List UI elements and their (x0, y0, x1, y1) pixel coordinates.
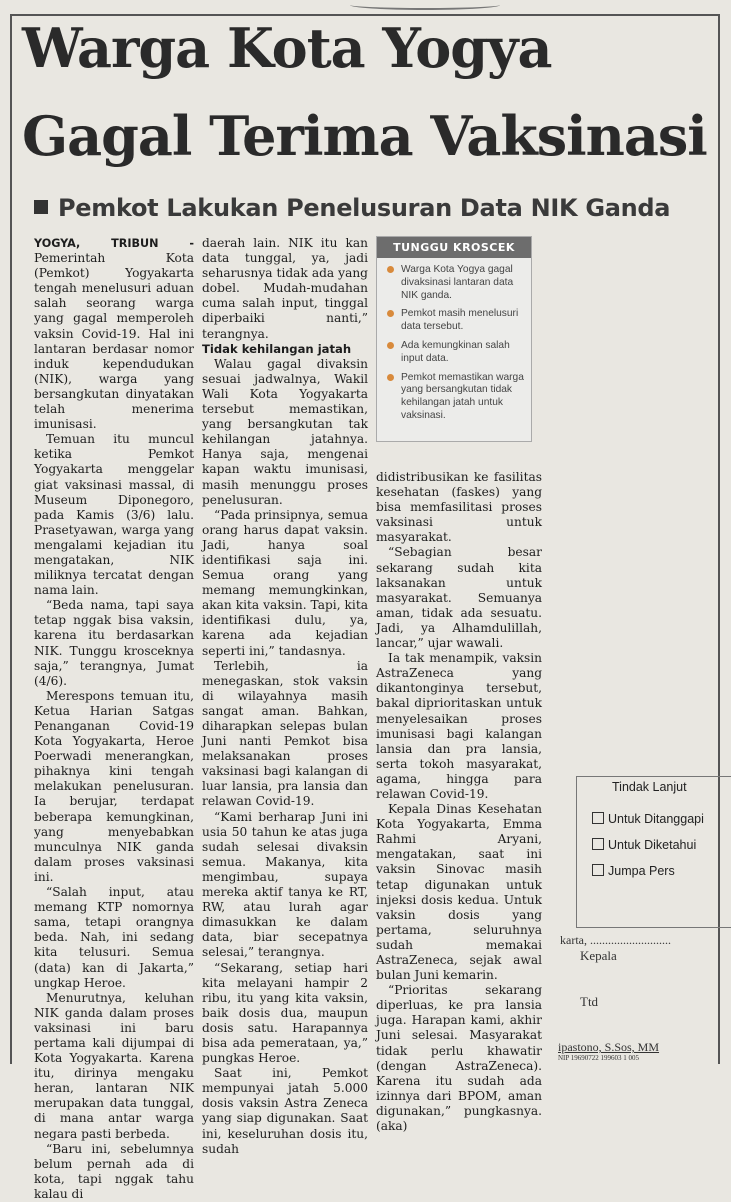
stamp-name: ipastono, S.Sos, MM (558, 1040, 660, 1054)
sidebar-item-text: Pemkot memastikan warga yang bersangkutan tidak kehilangan jatah untuk vaksinasi. (401, 371, 524, 421)
follow-up-title: Tindak Lanjut (612, 780, 687, 794)
sidebar-item (385, 340, 527, 366)
handwriting-mark (350, 0, 500, 10)
checkbox-icon[interactable] (592, 864, 604, 876)
bullet-dot-icon (387, 310, 394, 317)
paragraph: Walau gagal divaksin sesuai jadwalnya, Wakil Wali Kota Yogyakarta tersebut memastikan, yang bersangkutan tak kehilangan jatahnya. Hanya saja, mengenai kapan waktu imunisasi, masih menunggu proses penelusuran. (202, 356, 368, 507)
headline-line-1: Warga Kota Yogya (22, 16, 552, 80)
checkbox-icon[interactable] (592, 812, 604, 824)
checkbox-icon[interactable] (592, 838, 604, 850)
paragraph: Saat ini, Pemkot mempunyai jatah 5.000 dosis vaksin Astra Zeneca yang siap digunakan. Saat ini, keseluruhan dosis itu, sudah (202, 1066, 368, 1156)
paragraph: “Pada prinsipnya, semua orang harus dapat vaksin. Jadi, hanya soal identifikasi saja ini. Semua orang yang memang memungkinkan, akan kita vaksin. Tapi, kita identifikasi dulu, ya, karena ada kejadian seperti ini,” tandasnya. (202, 507, 368, 658)
sidebar-box (376, 236, 532, 442)
dateline: YOGYA, TRIBUN - (34, 237, 194, 250)
bullet-dot-icon (387, 342, 394, 349)
paragraph: “Beda nama, tapi saya tetap nggak bisa vaksin, karena itu berdasarkan NIK. Tunggu krosceknya saja,” terangnya, Jumat (4/6). (34, 598, 194, 688)
option-jumpa-pers[interactable] (592, 864, 675, 878)
sidebar-item-text: Pemkot masih menelusuri data tersebut. (401, 308, 519, 333)
paragraph: Kepala Dinas Kesehatan Kota Yogyakarta, Emma Rahmi Aryani, mengatakan, saat ini vaksin Sinovac masih tetap digunakan untuk injeksi dosis kedua. Untuk vaksin dosis yang pertama, seluruhnya sudah memakai AstraZeneca, sejak awal bulan Juni kemarin. (376, 802, 542, 983)
paragraph (34, 236, 194, 432)
option-label: Untuk Diketahui (608, 838, 697, 852)
paragraph: “Prioritas sekarang diperluas, ke pra lansia juga. Harapan kami, akhir Juni selesai. Masyarakat tidak perlu khawatir (dengan AstraZeneca). Karena itu sudah ada izinnya dari BPOM, aman digunakan,” pungkasnya. (aka) (376, 983, 542, 1134)
article-column-1 (34, 236, 194, 1202)
option-untuk-diketahui[interactable] (592, 838, 696, 852)
paragraph: “Sebagian besar sekarang sudah kita laksanakan untuk masyarakat. Semuanya aman, tidak ada sesuatu. Jadi, ya Alhamdulillah, lancar,” ujar wawali. (376, 545, 542, 651)
square-bullet-icon (34, 200, 48, 214)
paragraph: “Salah input, atau memang KTP nomornya sama, tetapi orangnya beda. Nah, ini sedang kita telusuri. Semua (data) kan di Jakarta,” ungkap Heroe. (34, 885, 194, 990)
headline-line-2: Gagal Terima Vaksinasi (22, 104, 707, 168)
paragraph: Ia tak menampik, vaksin AstraZeneca yang dikantonginya tersebut, bakal diprioritaskan untuk menyelesaikan proses imunisasi bagi kalangan lansia dan pra lansia, serta tokoh masyarakat, agama, hingga para relawan Covid-19. (376, 651, 542, 801)
paragraph: Temuan itu muncul ketika Pemkot Yogyakarta menggelar giat vaksinasi massal, di Museum Diponegoro, pada Kamis (3/6) lalu. Prasetyawan, warga yang mengalami kejadian itu mengatakan, NIK miliknya tercatat dengan nama lain. (34, 432, 194, 598)
stamp-date-line: karta, ........................... (560, 933, 671, 947)
bullet-dot-icon (387, 266, 394, 273)
sidebar-item-text: Ada kemungkinan salah input data. (401, 339, 510, 364)
paragraph: “Kami berharap Juni ini usia 50 tahun ke atas juga sudah selesai divaksin semua. Makanya, kita mengimbau, supaya mereka aktif tanya ke RT, RW, atau lurah agar dimasukkan ke dalam data, biar secepatnya selesai,” terangnya. (202, 809, 368, 960)
paragraph: Terlebih, ia menegaskan, stok vaksin di wilayahnya masih sangat aman. Bahkan, diharapkan selepas bulan Juni nanti Pemkot bisa melaksanakan proses vaksinasi bagi kalangan di luar lansia, pra lansia dan relawan Covid-19. (202, 658, 368, 809)
sidebar-list (385, 264, 527, 423)
stamp-role: Kepala (580, 948, 617, 963)
paragraph: didistribusikan ke fasilitas kesehatan (faskes) yang bisa memfasilitasi proses vaksinasi untuk masyarakat. (376, 470, 542, 545)
subheadline (34, 194, 670, 222)
paragraph: daerah lain. NIK itu kan data tunggal, ya, jadi seharusnya tidak ada yang dobel. Mudah-mudahan cuma salah input, tinggal diperbaiki nanti,” terangnya. (202, 236, 368, 341)
sidebar-item (385, 264, 527, 302)
option-label: Jumpa Pers (608, 864, 675, 878)
paragraph: “Sekarang, setiap hari kita melayani hampir 2 ribu, itu yang kita vaksin, baik dosis dua, maupun dosis satu. Harapannya bisa ada pemerataan, ya,” pungkas Heroe. (202, 960, 368, 1066)
stamp-nip: NIP 19690722 199603 1 005 (558, 1054, 640, 1062)
bullet-dot-icon (387, 374, 394, 381)
sidebar-item (385, 372, 527, 423)
subheadline-text: Pemkot Lakukan Penelusuran Data NIK Ganda (58, 194, 671, 222)
section-heading: Tidak kehilangan jatah (202, 341, 352, 356)
sidebar-title: TUNGGU KROSCEK (377, 237, 531, 258)
option-label: Untuk Ditanggapi (608, 812, 704, 826)
paragraph: “Baru ini, sebelumnya belum pernah ada di kota, tapi nggak tahu kalau di (34, 1141, 194, 1201)
sidebar-item (385, 308, 527, 334)
article-column-2 (202, 236, 368, 1157)
sidebar-item-text: Warga Kota Yogya gagal divaksinasi lantaran data NIK ganda. (401, 264, 514, 301)
paragraph: Merespons temuan itu, Ketua Harian Satgas Penanganan Covid-19 Kota Yogyakarta, Heroe Poerwadi menerangkan, pihaknya kini tengah melakukan penelusuran. Ia berujar, terdapat beberapa kemungkinan, yang menyebabkan munculnya NIK ganda dalam proses vaksinasi ini. (34, 688, 194, 884)
paragraph-text: Pemerintah Kota (Pemkot) Yogyakarta tengah menelusuri aduan salah seorang warga yang gagal memperoleh vaksin Covid-19. Hal ini lantaran berdasar nomor induk kependudukan (NIK), warga yang bersangkutan dinyatakan telah menerima imunisasi. (34, 251, 194, 432)
paragraph: Menurutnya, keluhan NIK ganda dalam proses vaksinasi ini baru pertama kali dijumpai di Kota Yogyakarta. Karena itu, dirinya mengaku heran, lantaran NIK merupakan data tunggal, di mana antar warga negara pasti berbeda. (34, 990, 194, 1141)
follow-up-stamp-box (576, 776, 731, 928)
article-column-3 (376, 470, 542, 1134)
stamp-ttd: Ttd (580, 994, 599, 1009)
option-untuk-ditanggapi[interactable] (592, 812, 704, 826)
